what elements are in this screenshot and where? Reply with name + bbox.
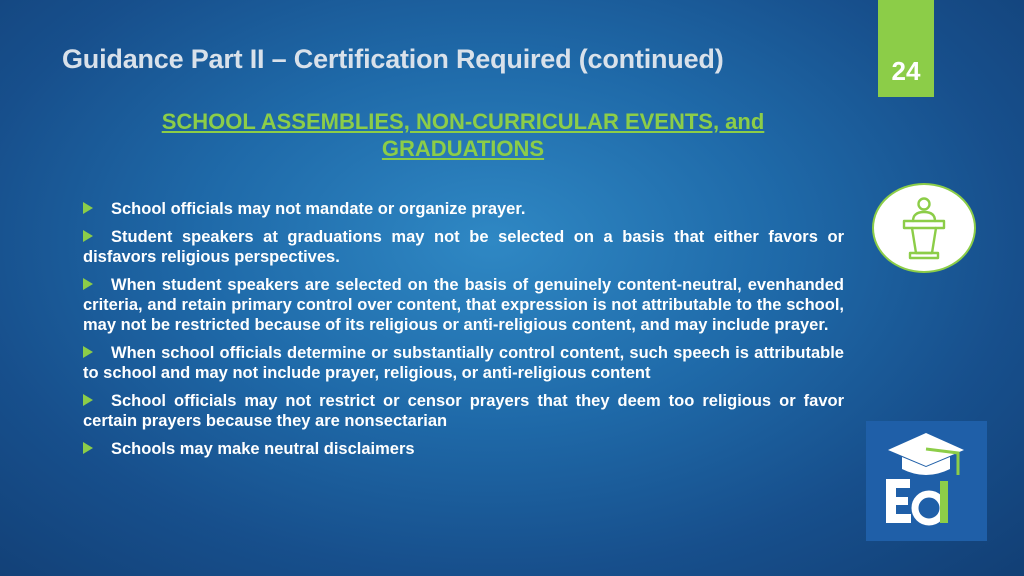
- list-item: [83, 199, 844, 219]
- list-item: [83, 343, 844, 383]
- podium-icon-circle: [872, 183, 976, 273]
- triangle-bullet-icon: [83, 278, 93, 290]
- bullet-text: School officials may not restrict or censor prayers that they deem too religious or favor certain prayers because they are nonsectarian: [83, 392, 844, 430]
- ed-logo: [866, 421, 987, 541]
- bullet-list: [83, 199, 844, 467]
- bullet-text: Student speakers at graduations may not be selected on a basis that either favors or disfavors religious perspectives.: [83, 228, 844, 266]
- triangle-bullet-icon: [83, 346, 93, 358]
- triangle-bullet-icon: [83, 442, 93, 454]
- list-item: [83, 227, 844, 267]
- bullet-text: When school officials determine or substantially control content, such speech is attributable to school and may not include prayer, religious, or anti-religious content: [83, 344, 844, 382]
- page-number: 24: [891, 56, 921, 86]
- list-item: [83, 391, 844, 431]
- bullet-text: When student speakers are selected on the basis of genuinely content-neutral, evenhanded criteria, and retain primary control over content, that expression is not attributable to the school, may not be restricted because of its religious or anti-religious content, and may include prayer.: [83, 276, 844, 334]
- slide-title: Guidance Part II – Certification Required (continued): [62, 44, 724, 74]
- list-item: [83, 439, 844, 459]
- triangle-bullet-icon: [83, 394, 93, 406]
- bullet-text: School officials may not mandate or organize prayer.: [111, 200, 526, 218]
- triangle-bullet-icon: [83, 230, 93, 242]
- bullet-text: Schools may make neutral disclaimers: [111, 440, 415, 458]
- list-item: [83, 275, 844, 335]
- ed-logo-icon: [866, 421, 987, 541]
- triangle-bullet-icon: [83, 202, 93, 214]
- page-number-box: [878, 0, 934, 97]
- podium-icon: [894, 195, 954, 261]
- section-subtitle: SCHOOL ASSEMBLIES, NON-CURRICULAR EVENTS, and GRADUATIONS: [161, 109, 765, 161]
